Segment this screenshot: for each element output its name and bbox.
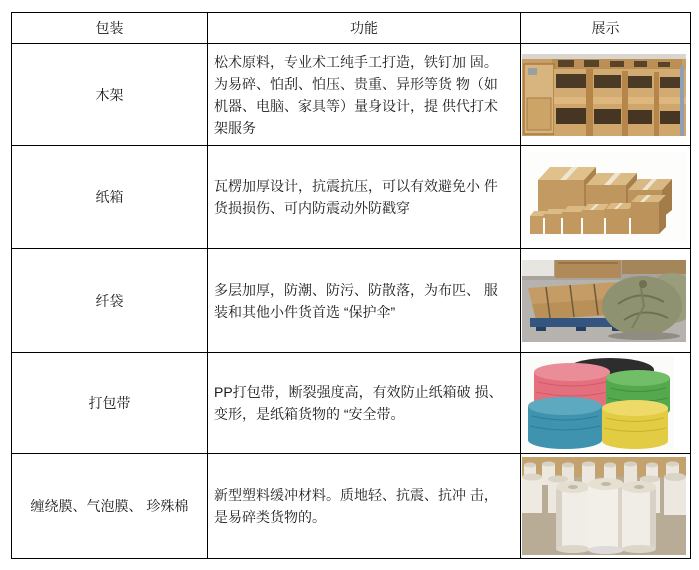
table-row xyxy=(12,146,691,249)
photo-cell xyxy=(521,44,691,146)
cardboard-boxes-photo xyxy=(522,152,689,242)
stretch-film-rolls-photo xyxy=(522,457,689,555)
table-row xyxy=(12,44,691,146)
strap-rolls-photo xyxy=(522,356,689,450)
function-cell: 新型塑料缓冲材料。质地轻、抗震、抗冲 击，是易碎类货物的。 xyxy=(208,454,521,559)
photo-cell xyxy=(521,249,691,353)
photo-cell xyxy=(521,353,691,454)
table-row xyxy=(12,454,691,559)
table-row xyxy=(12,353,691,454)
wooden-crates-photo xyxy=(522,54,689,136)
packaging-cell: 纸箱 xyxy=(12,146,208,249)
function-cell: 多层加厚，防潮、防污、防散落，为布匹、 服装和其他小件货首选 “保护伞” xyxy=(208,249,521,353)
packaging-cell: 打包带 xyxy=(12,353,208,454)
packaging-cell: 缠绕膜、气泡膜、 珍殊棉 xyxy=(12,454,208,559)
table-row xyxy=(12,249,691,353)
function-cell: PP打包带，断裂强度高，有效防止纸箱破 损、变形，是纸箱货物的 “安全带。 xyxy=(208,353,521,454)
header-packaging: 包装 xyxy=(12,13,208,44)
header-display: 展示 xyxy=(521,13,691,44)
packaging-cell: 纤袋 xyxy=(12,249,208,353)
packaging-cell: 木架 xyxy=(12,44,208,146)
photo-cell xyxy=(521,146,691,249)
header-function: 功能 xyxy=(208,13,521,44)
function-cell: 瓦楞加厚设计，抗震抗压，可以有效避免小 件货损损伤、可内防震动外防戳穿 xyxy=(208,146,521,249)
packaging-table xyxy=(11,12,691,559)
function-cell: 松术原料，专业术工纯手工打造，铁钉加 固。为易碎、怕刮、怕压、贵重、异形等货 物（如机器、电脑、家具等）量身设计，提 供代打术架服务 xyxy=(208,44,521,146)
woven-bags-photo xyxy=(522,260,689,342)
photo-cell xyxy=(521,454,691,559)
header-row xyxy=(12,13,691,44)
